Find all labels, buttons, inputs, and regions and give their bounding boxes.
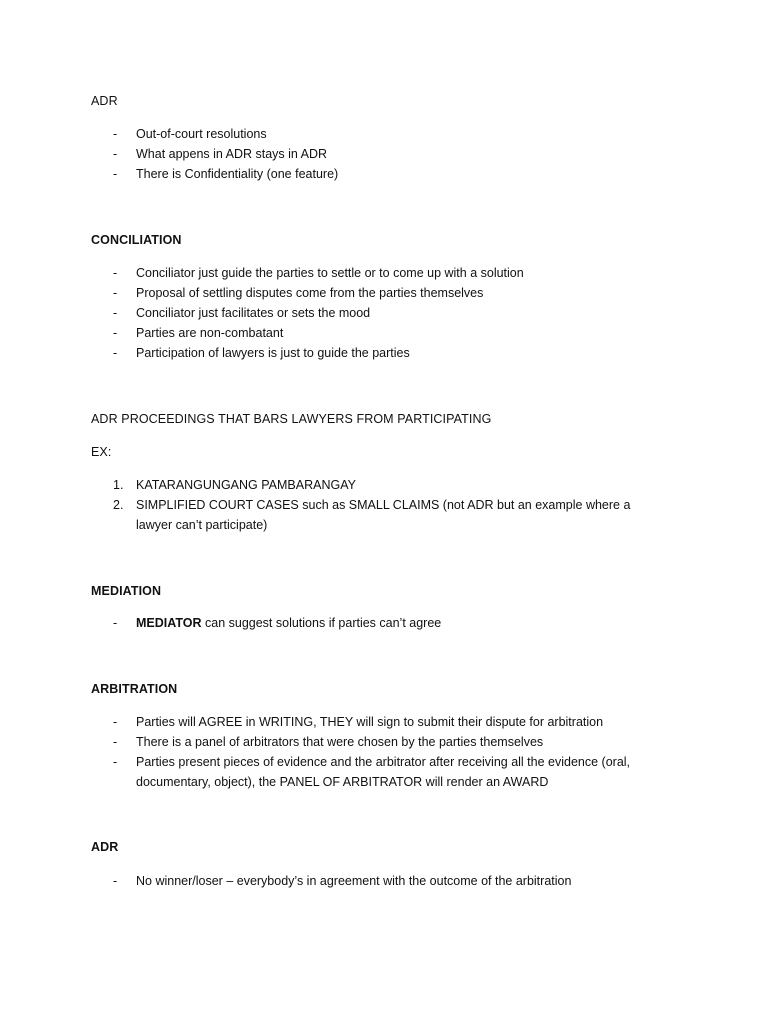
list-item: - Conciliator just guide the parties to settle or to come up with a solution xyxy=(113,266,524,280)
heading-conciliation: CONCILIATION xyxy=(91,233,182,247)
list-item: - Participation of lawyers is just to guide the parties xyxy=(113,346,410,360)
list-item: - Out-of-court resolutions xyxy=(113,127,267,141)
list-item: - What appens in ADR stays in ADR xyxy=(113,147,328,161)
conciliation-list xyxy=(0,263,768,363)
heading-adr-2: ADR xyxy=(91,840,119,854)
example-list xyxy=(0,475,768,535)
example-label: EX: xyxy=(91,445,112,459)
heading-mediation: MEDIATION xyxy=(91,584,162,598)
list-item: - Conciliator just facilitates or sets the mood xyxy=(113,306,371,320)
heading-adr: ADR xyxy=(91,94,118,108)
list-item: 2. SIMPLIFIED COURT CASES such as SMALL CLAIMS (not ADR but an example where a lawyer can’t participate) xyxy=(113,498,631,532)
heading-arbitration: ARBITRATION xyxy=(91,682,178,696)
list-item: - There is Confidentiality (one feature) xyxy=(113,167,339,181)
arbitration-list xyxy=(0,712,768,792)
list-item: - Parties will AGREE in WRITING, THEY will sign to submit their dispute for arbitration xyxy=(113,715,604,729)
list-item: - Parties are non-combatant xyxy=(113,326,284,340)
list-item: - Parties present pieces of evidence and the arbitrator after receiving all the evidence (oral, documentary, object), the PANEL OF ARBITRATOR will render an AWARD xyxy=(113,755,631,789)
list-item: 1. KATARANGUNGANG PAMBARANGAY xyxy=(113,478,356,492)
list-item: - Proposal of settling disputes come from the parties themselves xyxy=(113,286,484,300)
heading-adr-proceedings: ADR PROCEEDINGS THAT BARS LAWYERS FROM PARTICIPATING xyxy=(91,412,492,426)
adr-outcome-list xyxy=(0,871,768,891)
list-item: - MEDIATOR can suggest solutions if parties can’t agree xyxy=(113,616,442,630)
list-item: - No winner/loser – everybody’s in agreement with the outcome of the arbitration xyxy=(113,874,572,888)
list-item: - There is a panel of arbitrators that were chosen by the parties themselves xyxy=(113,735,544,749)
adr-list xyxy=(0,124,768,184)
mediator-term: MEDIATOR xyxy=(136,616,202,630)
mediation-list xyxy=(0,613,768,633)
